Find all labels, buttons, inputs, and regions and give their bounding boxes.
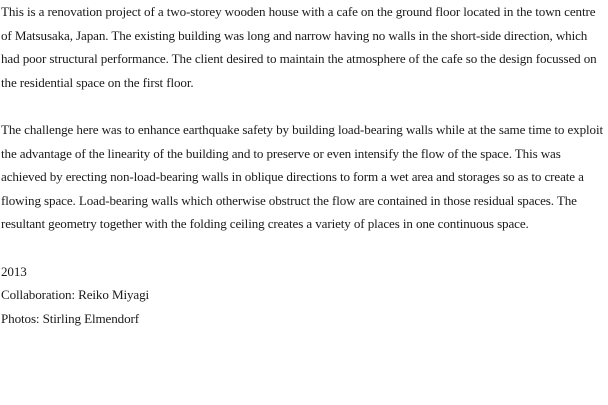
paragraph-spacer xyxy=(1,236,607,260)
project-year: 2013 xyxy=(1,263,27,279)
project-description xyxy=(1,0,607,330)
collaboration-credit: Collaboration: Reiko Miyagi xyxy=(1,287,150,303)
description-paragraph-1: This is a renovation project of a two-storey wooden house with a cafe on the ground floor located in the town centre of Matsusaka, Japan. The existing building was long and narrow having no walls in the short-side direction, which had poor structural performance. The client desired to maintain the atmosphere of the cafe so the design focussed on the residential space on the first floor. xyxy=(1,4,597,90)
paragraph-spacer xyxy=(1,94,607,118)
photo-credit: Photos: Stirling Elmendorf xyxy=(1,310,140,326)
description-paragraph-2: The challenge here was to enhance earthquake safety by building load-bearing walls while at the same time to exploit the advantage of the linearity of the building and to preserve or even intensify the flow of the space. This was achieved by erecting non-load-bearing walls in oblique directions to form a wet area and storages so as to create a flowing space. Load-bearing walls which otherwise obstruct the flow are contained in those residual spaces. The resultant geometry together with the folding ceiling creates a variety of places in one continuous space. xyxy=(1,121,603,232)
